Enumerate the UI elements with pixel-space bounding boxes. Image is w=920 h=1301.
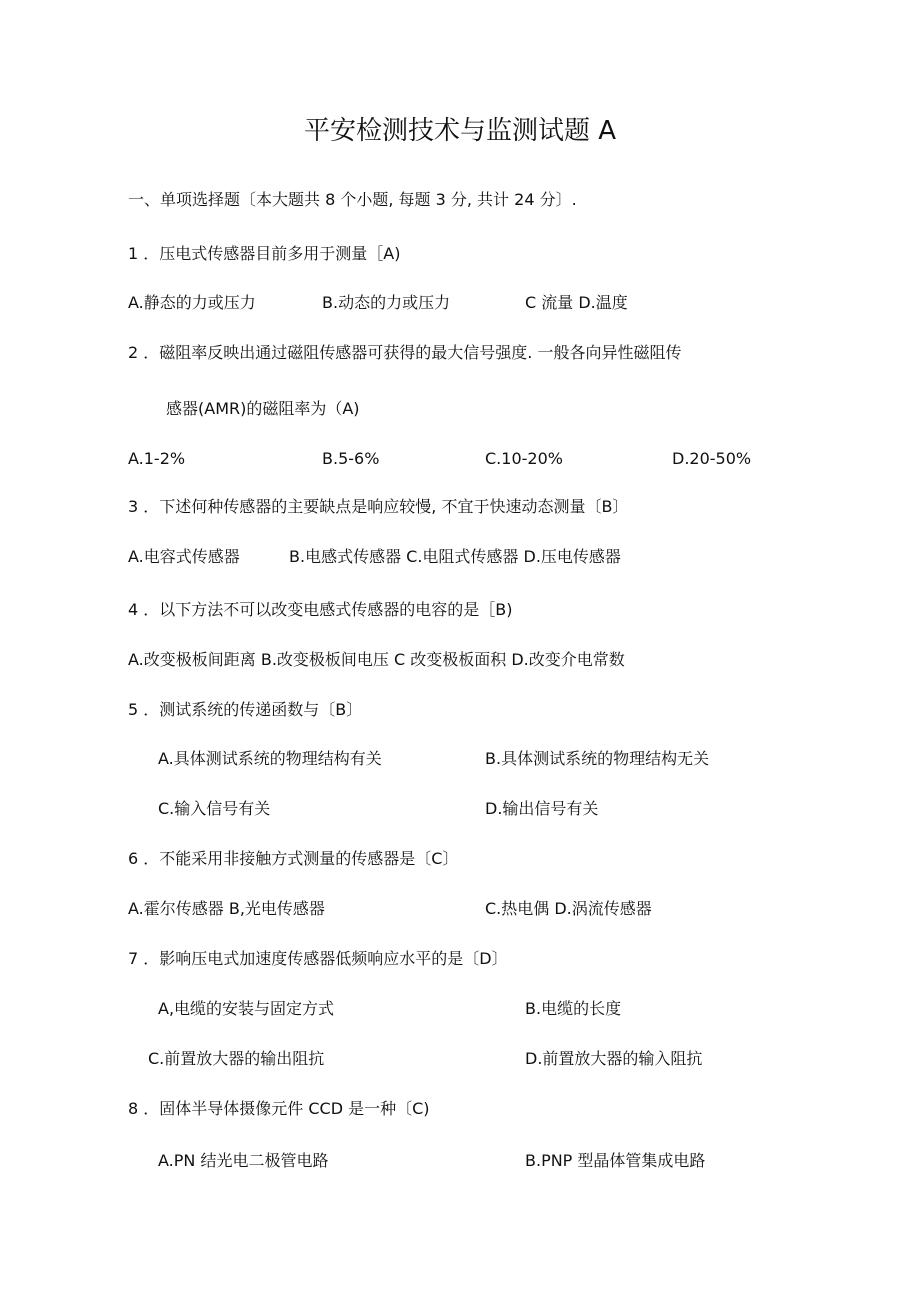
question-8-option-a: A.PN 结光电二极管电路 [158, 1151, 329, 1170]
question-2-option-d: D.20-50% [672, 449, 752, 468]
question-4-options: A.改变极板间距离 B.改变极板间电压 C 改变极板面积 D.改变介电常数 [128, 650, 625, 669]
question-1-option-b: B.动态的力或压力 [322, 293, 451, 312]
question-3-stem: 3 ．下述何种传感器的主要缺点是响应较慢, 不宜于快速动态测量〔B〕 [128, 497, 629, 516]
question-7-option-d: D.前置放大器的输入阻抗 [525, 1049, 703, 1068]
question-5-option-a: A.具体测试系统的物理结构有关 [158, 749, 382, 768]
question-8-stem: 8 ．固体半导体摄像元件 CCD 是一种〔C) [128, 1099, 430, 1118]
question-8-option-b: B.PNP 型晶体管集成电路 [525, 1151, 706, 1170]
question-7-option-a: A,电缆的安装与固定方式 [158, 999, 335, 1018]
page-title: 平安检测技术与监测试题 A [303, 116, 617, 146]
question-6-option-cd: C.热电偶 D.涡流传感器 [485, 899, 652, 918]
question-5-stem: 5 ．测试系统的传递函数与〔B〕 [128, 700, 363, 719]
question-7-option-b: B.电缆的长度 [525, 999, 622, 1018]
question-4-stem: 4 ．以下方法不可以改变电感式传感器的电容的是［B) [128, 600, 513, 619]
question-2-stem: 2 ．磁阻率反映出通过磁阻传感器可获得的最大信号强度. 一般各向异性磁阻传 [128, 343, 682, 362]
question-1-option-cd: C 流量 D.温度 [525, 293, 628, 312]
question-1-stem: 1 ．压电式传感器目前多用于测量［A) [128, 244, 401, 263]
question-3-option-a: A.电容式传感器 [128, 547, 240, 566]
question-6-option-ab: A.霍尔传感器 B,光电传感器 [128, 899, 325, 918]
question-2-stem-continued: 感器(AMR)的磁阻率为（A) [166, 399, 360, 418]
question-1-option-a: A.静态的力或压力 [128, 293, 256, 312]
section-heading: 一、单项选择题〔本大题共 8 个小题, 每题 3 分, 共计 24 分〕. [128, 190, 577, 209]
question-5-option-b: B.具体测试系统的物理结构无关 [485, 749, 710, 768]
question-2-option-a: A.1-2% [128, 449, 186, 468]
question-2-option-b: B.5-6% [322, 449, 380, 468]
question-7-stem: 7 ．影响压电式加速度传感器低频响应水平的是〔D〕 [128, 949, 508, 968]
question-2-option-c: C.10-20% [485, 449, 563, 468]
question-3-option-bcd: B.电感式传感器 C.电阻式传感器 D.压电传感器 [289, 547, 621, 566]
question-5-option-c: C.输入信号有关 [158, 799, 271, 818]
question-6-stem: 6 ．不能采用非接触方式测量的传感器是〔C〕 [128, 849, 459, 868]
question-5-option-d: D.输出信号有关 [485, 799, 599, 818]
question-7-option-c: C.前置放大器的输出阻抗 [148, 1049, 325, 1068]
